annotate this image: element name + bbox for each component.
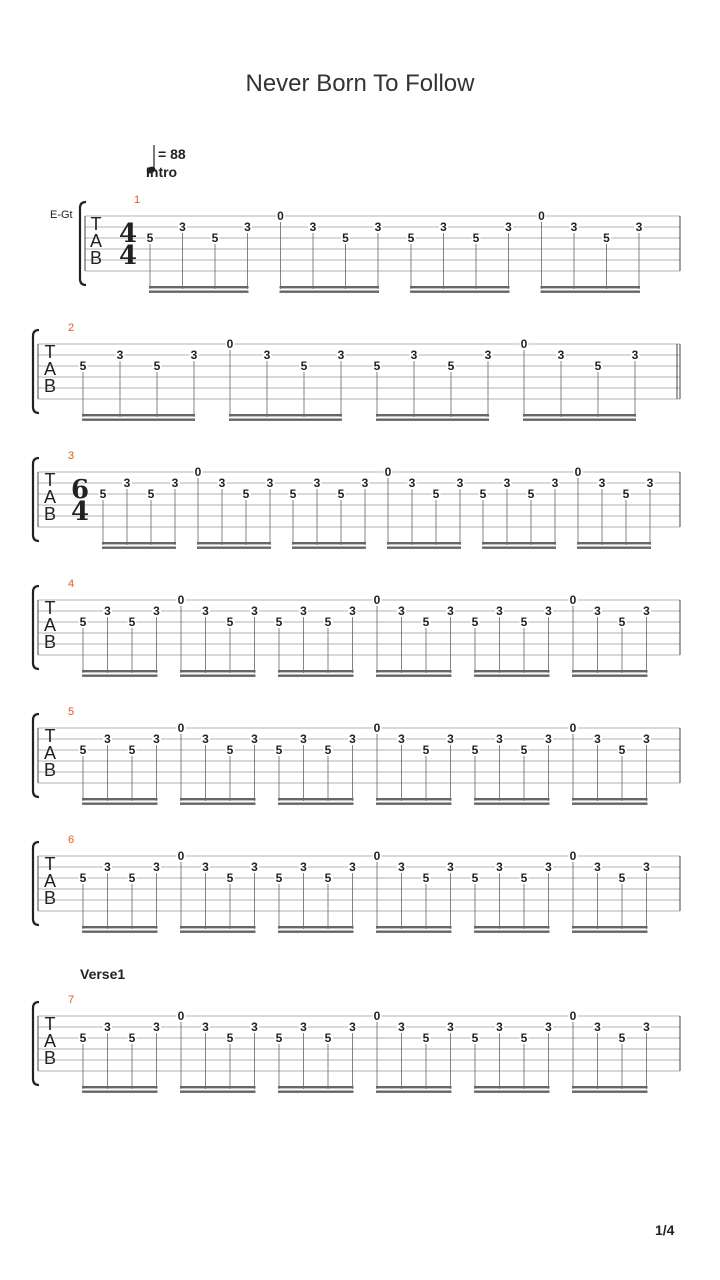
fret-number: 3 [643,1020,650,1034]
tab-clef-letter: B [43,1048,57,1068]
fret-number: 0 [277,209,284,223]
fret-number: 3 [251,860,258,874]
fret-number: 5 [147,487,155,501]
fret-number: 3 [456,476,464,490]
tab-clef-letter: A [43,359,57,379]
fret-number: 3 [244,220,251,234]
fret-number: 0 [373,593,381,607]
fret-number: 0 [538,209,545,223]
fret-number: 5 [128,743,136,757]
tab-staff-system-5 [0,698,720,808]
fret-number: 3 [408,476,416,490]
fret-number: 3 [643,860,650,874]
beam-primary [149,286,249,288]
beam-primary [572,798,648,800]
fret-number: 5 [471,1031,479,1045]
fret-number: 3 [190,348,198,362]
tab-clef-letter: T [44,470,56,490]
fret-number: 3 [545,604,552,618]
fret-number: 3 [643,732,650,746]
beam-primary [82,798,158,800]
beam-secondary [541,291,641,293]
beam-primary [180,1086,256,1088]
fret-number: 3 [123,476,131,490]
beam-primary [292,542,366,544]
fret-number: 0 [569,721,577,735]
beam-primary [180,926,256,928]
tab-staff-system-1 [0,186,720,296]
tab-clef-letter: B [43,632,57,652]
fret-number: 5 [324,1031,332,1045]
fret-number: 3 [398,1020,405,1034]
fret-number: 3 [251,1020,258,1034]
beam-secondary [180,675,256,677]
beam-secondary [197,547,271,549]
fret-number: 5 [275,1031,283,1045]
fret-number: 3 [300,1020,307,1034]
fret-number: 3 [503,476,511,490]
tab-clef-letter: T [44,854,56,874]
fret-number: 3 [116,348,124,362]
fret-number: 0 [177,1009,185,1023]
tab-clef-letter: A [43,871,57,891]
fret-number: 5 [79,871,87,885]
beam-primary [376,798,452,800]
tab-staff-system-2 [0,314,720,424]
fret-number: 3 [594,604,601,618]
fret-number: 3 [496,860,503,874]
beam-secondary [278,1091,354,1093]
beam-secondary [376,803,452,805]
beam-secondary [292,547,366,549]
fret-number: 5 [603,231,610,245]
fret-number: 5 [79,359,87,373]
beam-primary [577,542,651,544]
fret-number: 5 [422,871,430,885]
tab-clef-letter: A [43,743,57,763]
beam-secondary [410,291,510,293]
beam-secondary [278,675,354,677]
beam-primary [474,798,550,800]
fret-number: 5 [471,871,479,885]
fret-number: 5 [153,359,161,373]
time-signature-top: 6 [70,475,90,505]
fret-number: 5 [422,1031,430,1045]
tab-clef-letter: B [43,888,57,908]
fret-number: 3 [496,604,503,618]
tab-staff-system-6 [0,826,720,936]
measure-number: 5 [68,706,75,718]
beam-secondary [278,803,354,805]
measure-number: 6 [68,834,75,846]
fret-number: 5 [275,615,283,629]
fret-number: 3 [594,732,601,746]
fret-number: 5 [79,1031,87,1045]
fret-number: 3 [300,860,307,874]
beam-primary [410,286,510,288]
beam-primary [229,414,342,416]
beam-primary [376,670,452,672]
fret-number: 5 [342,231,349,245]
time-signature-bottom: 4 [70,497,90,527]
fret-number: 5 [447,359,455,373]
fret-number: 0 [520,337,528,351]
fret-number: 5 [79,615,87,629]
section-label: Intro [146,164,178,180]
beam-secondary [82,931,158,933]
fret-number: 3 [447,1020,454,1034]
track-name: E-Gt [50,209,73,221]
fret-number: 5 [618,615,626,629]
beam-secondary [376,419,489,421]
fret-number: 5 [520,743,528,757]
fret-number: 5 [479,487,487,501]
beam-primary [387,542,461,544]
fret-number: 3 [202,1020,209,1034]
fret-number: 5 [337,487,345,501]
fret-number: 3 [635,220,643,234]
fret-number: 3 [202,732,209,746]
fret-number: 3 [104,860,111,874]
beam-secondary [572,675,648,677]
fret-number: 3 [643,604,650,618]
beam-secondary [376,1091,452,1093]
fret-number: 5 [146,231,154,245]
tab-staff-system-3 [0,442,720,552]
fret-number: 3 [557,348,565,362]
fret-number: 0 [569,593,577,607]
fret-number: 5 [471,743,479,757]
fret-number: 5 [472,231,480,245]
measure-number: 2 [68,322,75,334]
fret-number: 3 [374,220,382,234]
fret-number: 0 [373,849,381,863]
score-title: Never Born To Follow [245,70,475,97]
beam-primary [278,1086,354,1088]
tab-clef-letter: A [43,615,57,635]
fret-number: 3 [447,604,454,618]
fret-number: 5 [373,359,381,373]
tab-clef-letter: T [44,726,56,746]
fret-number: 5 [128,615,136,629]
beam-primary [572,926,648,928]
beam-secondary [82,803,158,805]
beam-secondary [376,675,452,677]
tab-clef-letter: A [89,231,103,251]
fret-number: 3 [551,476,559,490]
beam-secondary [180,1091,256,1093]
fret-number: 3 [594,1020,601,1034]
beam-primary [376,1086,452,1088]
fret-number: 5 [594,359,602,373]
fret-number: 3 [202,604,209,618]
fret-number: 3 [251,732,258,746]
fret-number: 3 [309,220,317,234]
fret-number: 3 [594,860,601,874]
fret-number: 3 [313,476,321,490]
beam-secondary [82,675,158,677]
fret-number: 3 [631,348,639,362]
fret-number: 3 [545,860,552,874]
beam-primary [482,542,556,544]
time-signature-bottom: 4 [118,241,138,271]
beam-secondary [577,547,651,549]
fret-number: 0 [569,849,577,863]
fret-number: 3 [266,476,274,490]
fret-number: 5 [527,487,535,501]
fret-number: 3 [496,1020,503,1034]
fret-number: 3 [398,732,405,746]
beam-secondary [474,1091,550,1093]
fret-number: 0 [384,465,392,479]
fret-number: 5 [432,487,440,501]
fret-number: 5 [226,1031,234,1045]
beam-primary [523,414,636,416]
fret-number: 5 [324,871,332,885]
beam-secondary [572,931,648,933]
fret-number: 3 [545,732,552,746]
tab-clef-letter: A [43,1031,57,1051]
fret-number: 5 [275,871,283,885]
fret-number: 3 [447,732,454,746]
beam-primary [376,926,452,928]
tab-staff-system-4 [0,570,720,680]
beam-primary [541,286,641,288]
tab-clef-letter: B [43,504,57,524]
fret-number: 3 [361,476,369,490]
beam-primary [572,1086,648,1088]
fret-number: 5 [226,743,234,757]
fret-number: 5 [520,871,528,885]
fret-number: 3 [251,604,258,618]
tab-clef-letter: A [43,487,57,507]
tab-clef-letter: T [44,598,56,618]
tab-clef-letter: T [90,214,102,234]
fret-number: 5 [520,1031,528,1045]
fret-number: 3 [545,1020,552,1034]
fret-number: 3 [300,732,307,746]
fret-number: 3 [505,220,512,234]
fret-number: 0 [373,1009,381,1023]
beam-secondary [572,803,648,805]
beam-secondary [572,1091,648,1093]
beam-primary [82,1086,158,1088]
fret-number: 3 [349,1020,356,1034]
beam-secondary [149,291,249,293]
beam-primary [102,542,176,544]
fret-number: 3 [410,348,418,362]
fret-number: 5 [128,1031,136,1045]
fret-number: 5 [226,871,234,885]
beam-primary [474,670,550,672]
fret-number: 3 [179,220,186,234]
fret-number: 3 [153,860,160,874]
fret-number: 3 [646,476,654,490]
fret-number: 3 [349,732,356,746]
fret-number: 3 [398,860,405,874]
fret-number: 5 [520,615,528,629]
beam-primary [278,926,354,928]
fret-number: 5 [300,359,308,373]
measure-number: 1 [134,194,141,206]
measure-number: 7 [68,994,75,1006]
fret-number: 3 [398,604,405,618]
fret-number: 3 [171,476,179,490]
beam-primary [376,414,489,416]
fret-number: 0 [194,465,202,479]
fret-number: 3 [440,220,447,234]
fret-number: 5 [226,615,234,629]
fret-number: 5 [407,231,415,245]
tab-clef-letter: B [89,248,103,268]
fret-number: 3 [153,732,160,746]
fret-number: 3 [202,860,209,874]
fret-number: 3 [349,604,356,618]
beam-primary [278,798,354,800]
fret-number: 0 [177,849,185,863]
fret-number: 3 [447,860,454,874]
beam-primary [572,670,648,672]
tab-clef-letter: T [44,1014,56,1034]
fret-number: 3 [496,732,503,746]
fret-number: 5 [275,743,283,757]
fret-number: 0 [226,337,234,351]
tab-clef-letter: B [43,376,57,396]
beam-secondary [482,547,556,549]
fret-number: 5 [618,743,626,757]
fret-number: 3 [153,604,160,618]
fret-number: 5 [128,871,136,885]
beam-primary [197,542,271,544]
beam-secondary [278,931,354,933]
fret-number: 3 [104,732,111,746]
fret-number: 3 [263,348,271,362]
fret-number: 5 [422,615,430,629]
beam-primary [82,926,158,928]
fret-number: 5 [324,615,332,629]
fret-number: 5 [242,487,250,501]
measure-number: 3 [68,450,75,462]
fret-number: 5 [79,743,87,757]
fret-number: 0 [177,593,185,607]
fret-number: 5 [471,615,479,629]
measure-number: 4 [68,578,75,590]
time-signature-top: 4 [118,219,138,249]
fret-number: 5 [289,487,297,501]
tab-clef-letter: B [43,760,57,780]
beam-secondary [82,419,195,421]
fret-number: 5 [422,743,430,757]
beam-secondary [523,419,636,421]
beam-secondary [387,547,461,549]
beam-primary [474,926,550,928]
fret-number: 3 [598,476,606,490]
beam-secondary [474,803,550,805]
page-number: 1/4 [655,1222,675,1238]
fret-number: 3 [218,476,226,490]
beam-primary [278,670,354,672]
fret-number: 5 [622,487,630,501]
beam-secondary [280,291,380,293]
beam-secondary [229,419,342,421]
beam-primary [82,670,158,672]
fret-number: 3 [104,604,111,618]
fret-number: 5 [618,1031,626,1045]
fret-number: 3 [104,1020,111,1034]
fret-number: 5 [211,231,219,245]
fret-number: 3 [349,860,356,874]
tab-clef-letter: T [44,342,56,362]
fret-number: 3 [300,604,307,618]
beam-secondary [180,803,256,805]
beam-secondary [474,931,550,933]
beam-secondary [102,547,176,549]
beam-primary [180,798,256,800]
fret-number: 3 [570,220,578,234]
beam-primary [82,414,195,416]
fret-number: 3 [337,348,345,362]
beam-primary [474,1086,550,1088]
beam-primary [180,670,256,672]
tab-staff-system-7 [0,986,720,1096]
beam-secondary [376,931,452,933]
fret-number: 0 [373,721,381,735]
beam-primary [280,286,380,288]
fret-number: 5 [324,743,332,757]
beam-secondary [180,931,256,933]
fret-number: 5 [99,487,107,501]
fret-number: 0 [574,465,582,479]
section-label: Verse1 [80,966,126,982]
tempo-marking: = 88 [158,146,186,162]
fret-number: 3 [153,1020,160,1034]
beam-secondary [474,675,550,677]
fret-number: 5 [618,871,626,885]
fret-number: 0 [569,1009,577,1023]
fret-number: 0 [177,721,185,735]
fret-number: 3 [484,348,492,362]
beam-secondary [82,1091,158,1093]
